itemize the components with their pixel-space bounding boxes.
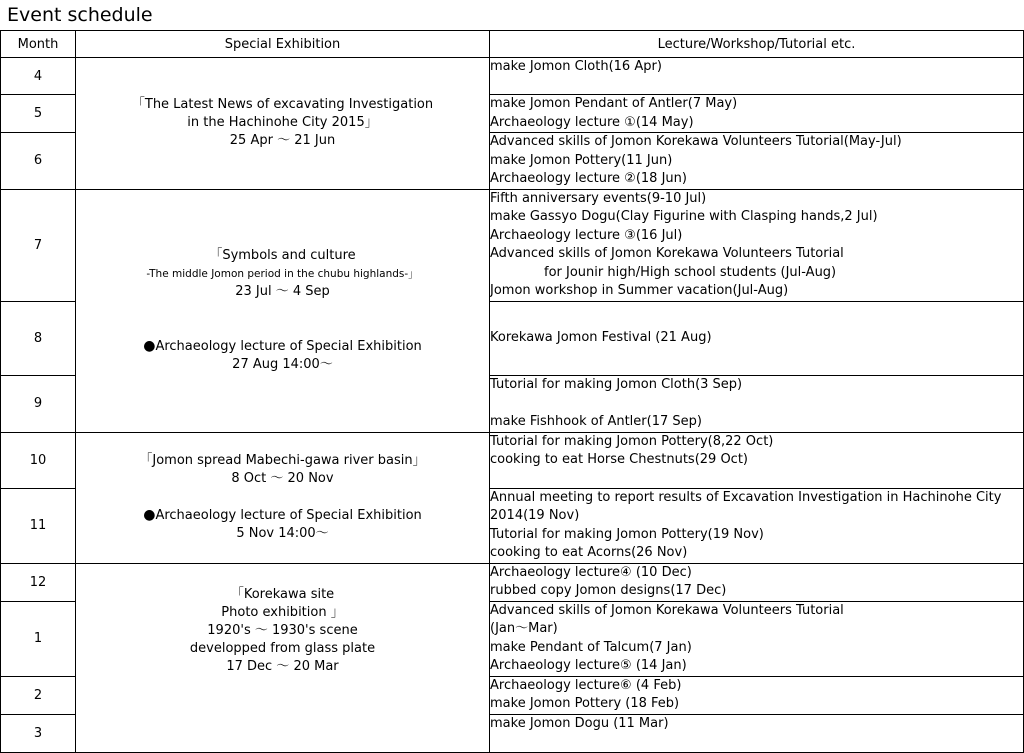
month-cell: 8 [1,301,76,375]
special-lecture-date: 5 Nov 14:00～ [236,526,329,541]
month-cell: 4 [1,58,76,95]
month-cell: 7 [1,189,76,301]
month-cell: 3 [1,714,76,752]
lecture-header: Lecture/Workshop/Tutorial etc. [490,31,1024,58]
event-item: Advanced skills of Jomon Korekawa Volunteers Tutorial [490,602,844,618]
event-item: for Jounir high/High school students (Jul-Aug) [544,264,837,280]
exhibition-header: Special Exhibition [76,31,490,58]
event-item: cooking to eat Acorns(26 Nov) [490,545,688,560]
exhibition-cell-3 [76,432,490,563]
exhibition-dates: 8 Oct ～ 20 Nov [231,471,334,486]
month-header: Month [1,31,76,58]
events-cell [490,488,1024,563]
event-item: Tutorial for making Jomon Cloth(3 Sep) [490,376,743,392]
event-item: Jomon workshop in Summer vacation(Jul-Aug) [490,283,789,298]
event-item: make Jomon Cloth(16 Apr) [490,59,662,74]
events-cell [490,563,1024,601]
table-row [1,432,1024,488]
event-item: (Jan～Mar) [490,621,558,636]
exhibition-title: 「Korekawa site [230,586,335,602]
event-item: rubbed copy Jomon designs(17 Dec) [490,583,727,598]
events-cell [490,95,1024,133]
exhibition-cell-2 [76,189,490,432]
event-item: Annual meeting to report results of Excavation Investigation in Hachinohe City [490,489,1002,505]
exhibition-title: 「The Latest News of excavating Investigation [131,97,434,113]
event-item: 2014(19 Nov) [490,508,580,523]
events-cell [490,133,1024,190]
month-cell: 10 [1,432,76,488]
events-cell [490,432,1024,488]
event-item: cooking to eat Horse Chestnuts(29 Oct) [490,452,749,467]
exhibition-subtitle: -The middle Jomon period in the chubu highlands-」 [146,268,419,280]
exhibition-dates: 17 Dec ～ 20 Mar [226,658,339,674]
events-cell [490,375,1024,432]
page-title: Event schedule [7,4,153,26]
event-item: make Pendant of Talcum(7 Jan) [490,639,692,655]
exhibition-detail: 1920's ～ 1930's scene [207,622,358,638]
month-cell: 2 [1,676,76,714]
events-cell [490,676,1024,714]
event-item: Archaeology lecture⑥ (4 Feb) [490,677,682,693]
month-cell: 12 [1,563,76,601]
event-item: Tutorial for making Jomon Pottery(8,22 Oct) [490,433,774,449]
events-cell [490,601,1024,676]
event-item: make Jomon Pendant of Antler(7 May) [490,96,738,111]
table-row [1,189,1024,301]
special-lecture-label: Archaeology lecture of Special Exhibition [155,339,422,354]
special-lecture [76,337,489,356]
special-lecture-date: 27 Aug 14:00～ [232,357,333,372]
header-row [1,31,1024,58]
event-item: Archaeology lecture ②(18 Jun) [490,171,687,186]
table-row [1,563,1024,601]
special-lecture [76,506,489,525]
event-item: Fifth anniversary events(9-10 Jul) [490,190,707,206]
event-item: Archaeology lecture ③(16 Jul) [490,227,683,243]
bullet-icon: ● [143,507,156,523]
event-schedule-table [0,30,1024,753]
exhibition-detail: developped from glass plate [189,640,376,656]
exhibition-title: 「Symbols and culture [209,248,356,263]
events-cell [490,714,1024,752]
event-item: Tutorial for making Jomon Pottery(19 Nov) [490,526,764,542]
event-item: make Fishhook of Antler(17 Sep) [490,413,702,429]
month-cell: 5 [1,95,76,133]
exhibition-dates: 25 Apr ～ 21 Jun [229,133,336,149]
exhibition-dates: 23 Jul ～ 4 Sep [235,284,330,299]
event-item: Advanced skills of Jomon Korekawa Volunteers Tutorial(May-Jul) [490,134,902,149]
exhibition-title: Photo exhibition 」 [221,604,344,620]
event-item: Archaeology lecture④ (10 Dec) [490,564,692,580]
event-item: Archaeology lecture ①(14 May) [490,114,694,130]
event-item: make Jomon Pottery(11 Jun) [490,152,673,168]
exhibition-title: in the Hachinohe City 2015」 [187,115,378,131]
month-cell: 1 [1,601,76,676]
special-lecture-label: Archaeology lecture of Special Exhibition [155,508,422,523]
exhibition-cell-1 [76,58,490,190]
event-item: make Gassyo Dogu(Clay Figurine with Clasping hands,2 Jul) [490,209,878,224]
bullet-icon: ● [143,338,156,354]
event-item: Advanced skills of Jomon Korekawa Volunteers Tutorial [490,246,844,261]
events-cell [490,189,1024,301]
event-item: Korekawa Jomon Festival (21 Aug) [490,329,712,345]
events-cell [490,58,1024,95]
month-cell: 9 [1,375,76,432]
event-item: make Jomon Pottery (18 Feb) [490,696,680,711]
exhibition-title: 「Jomon spread Mabechi-gawa river basin」 [139,453,426,468]
event-item: make Jomon Dogu (11 Mar) [490,715,669,731]
exhibition-cell-4 [76,563,490,752]
event-item: Archaeology lecture⑤ (14 Jan) [490,658,687,673]
table-row [1,58,1024,95]
month-cell: 11 [1,488,76,563]
month-cell: 6 [1,133,76,190]
events-cell [490,301,1024,375]
